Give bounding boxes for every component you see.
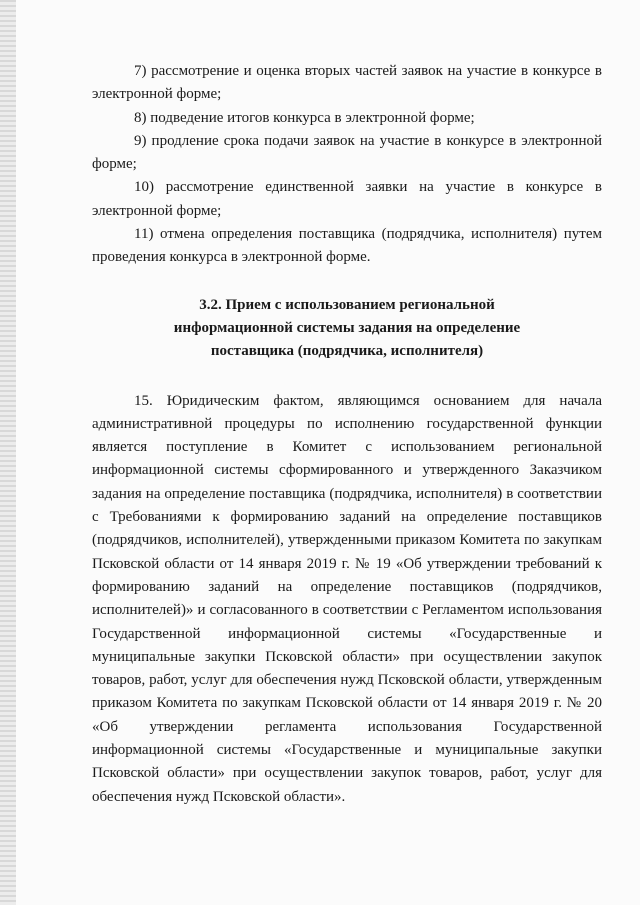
section-heading bbox=[92, 294, 602, 364]
list-item: 8) подведение итогов конкурса в электронной форме; bbox=[134, 109, 475, 126]
list-item: 9) продление срока подачи заявок на участие в конкурсе в электронной форме; bbox=[92, 132, 602, 173]
paragraph-15: 15. Юридическим фактом, являющимся основанием для начала административной процедуры по исполнению государственной функции является поступление в Комитет с использованием региональной информационной системы сформированного и утвержденного Заказчиком задания на определение поставщика (подрядчика, исполнителя) в соответствии с Требованиями к формированию заданий на определение поставщиков (подрядчиков, исполнителей), утвержденными приказом Комитета по закупкам Псковской области от 14 января 2019 г. № 19 «Об утверждении требований к формированию заданий на определение поставщиков (подрядчиков, исполнителей)» и согласованного в соответствии с Регламентом использования Государственной информационной системы «Государственные и муниципальные закупки Псковской области» при осуществлении закупок товаров, работ, услуг для обеспечения нужд Псковской области, утвержденным приказом Комитета по закупкам Псковской области от 14 января 2019 г. № 20 «Об утверждении регламента использования Государственной информационной системы «Государственные и муниципальные закупки Псковской области» при осуществлении закупок товаров, работ, услуг для обеспечения нужд Псковской области». bbox=[92, 392, 602, 805]
list-item: 7) рассмотрение и оценка вторых частей заявок на участие в конкурсе в электронной форме; bbox=[92, 63, 602, 103]
list-item: 11) отмена определения поставщика (подрядчика, исполнителя) путем проведения конкурса в электронной форме. bbox=[92, 226, 602, 266]
section-heading-line: поставщика (подрядчика, исполнителя) bbox=[210, 343, 484, 360]
scan-edge bbox=[0, 0, 16, 905]
document-body bbox=[92, 60, 602, 809]
list-item: 10) рассмотрение единственной заявки на участие в конкурсе в электронной форме; bbox=[92, 179, 602, 219]
section-heading-line: 3.2. Прием с использованием региональной bbox=[199, 296, 495, 313]
section-heading-line: информационной системы задания на определение bbox=[173, 319, 521, 336]
